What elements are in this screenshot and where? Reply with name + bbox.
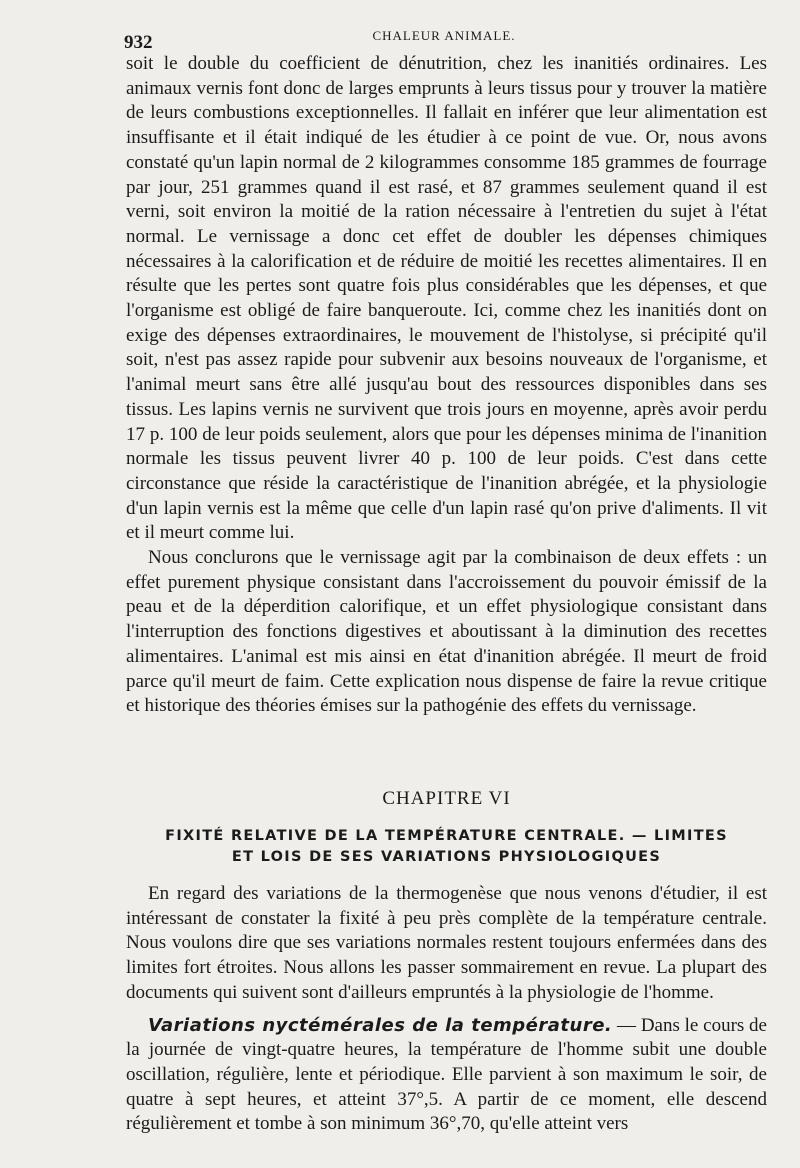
body-text-section2 — [126, 882, 767, 1137]
chapter-heading-line: FIXITÉ RELATIVE DE LA TEMPÉRATURE CENTRALE. — LIMITES — [165, 828, 728, 844]
page-number: 932 — [124, 32, 153, 53]
subheading: Variations nyctémérales de la température. — [148, 1014, 613, 1036]
paragraph: Nous conclurons que le vernissage agit par la combinaison de deux effets : un effet purement physique consistant dans l'accroissement du pouvoir émissif de la peau et de la déperdition calorifique, et un effet physiologique consistant dans l'interruption des fonctions digestives et aboutissant à la diminution des recettes alimentaires. L'animal est mis ainsi en état d'inanition abrégée. Il meurt de froid parce qu'il meurt de faim. Cette explication nous dispense de faire la revue critique et historique des théories émises sur la pathogénie des effets du vernissage. — [126, 547, 767, 717]
paragraph-with-subheading — [126, 1014, 767, 1138]
chapter-heading — [126, 826, 767, 868]
chapter-heading-line: ET LOIS DE SES VARIATIONS PHYSIOLOGIQUES — [231, 849, 662, 865]
body-text-section1 — [126, 52, 767, 719]
page-header — [124, 28, 764, 52]
paragraph: En regard des variations de la thermogenèse que nous venons d'étudier, il est intéressant de constater la fixité à peu près complète de la température centrale. Nous voulons dire que ses variations normales restent toujours enfermées dans des limites fort étroites. Nous allons les passer sommairement en revue. La plupart des documents qui suivent sont d'ailleurs empruntés à la physiologie de l'homme. — [126, 883, 767, 1003]
running-title: CHALEUR ANIMALE. — [372, 28, 516, 43]
chapter-title: CHAPITRE VI — [382, 788, 511, 809]
subheading-text: — Dans le cours de la journée de vingt-quatre heures, la température de l'homme subit une double oscillation, régulière, lente et périodique. Elle parvient à son maximum le soir, de quatre à sept heures, et atteint 37°,5. A partir de ce moment, elle descend régulièrement et tombe à son minimum 36°,70, qu'elle atteint vers — [126, 1014, 767, 1135]
paragraph: soit le double du coefficient de dénutrition, chez les inanitiés ordinaires. Les animaux vernis font donc de larges emprunts à leurs tissus pour y trouver la matière de leurs combustions exceptionnelles. Il fallait en inférer que leur alimentation est insuffisante et il était indiqué de les étudier à ce point de vue. Or, nous avons constaté qu'un lapin normal de 2 kilogrammes consomme 185 grammes de fourrage par jour, 251 grammes quand il est rasé, et 87 grammes seulement quand il est verni, soit environ la moitié de la ration nécessaire à l'entretien du sujet à l'état normal. Le vernissage a donc cet effet de doubler les dépenses chimiques nécessaires à la calorification et de réduire de moitié les recettes alimentaires. Il en résulte que les pertes sont quatre fois plus considérables que les dépenses, et que l'organisme est obligé de faire banqueroute. Ici, comme chez les inanitiés dont on exige des dépenses extraordinaires, le mouvement de l'histolyse, si précipité qu'il soit, n'est pas assez rapide pour subvenir aux besoins nouveaux de l'organisme, et l'animal meurt sans être allé jusqu'au bout des ressources disponibles dans ses tissus. Les lapins vernis ne survivent que trois jours en moyenne, après avoir perdu 17 p. 100 de leur poids seulement, alors que pour les dépenses minima de l'inanition normale les tissus peuvent livrer 40 p. 100 de leur poids. C'est dans cette circonstance que réside la caractéristique de l'inanition abrégée, et la physiologie d'un lapin vernis est la même que celle d'un lapin rasé qu'on prive d'aliments. Il vit et il meurt comme lui. — [126, 53, 767, 544]
